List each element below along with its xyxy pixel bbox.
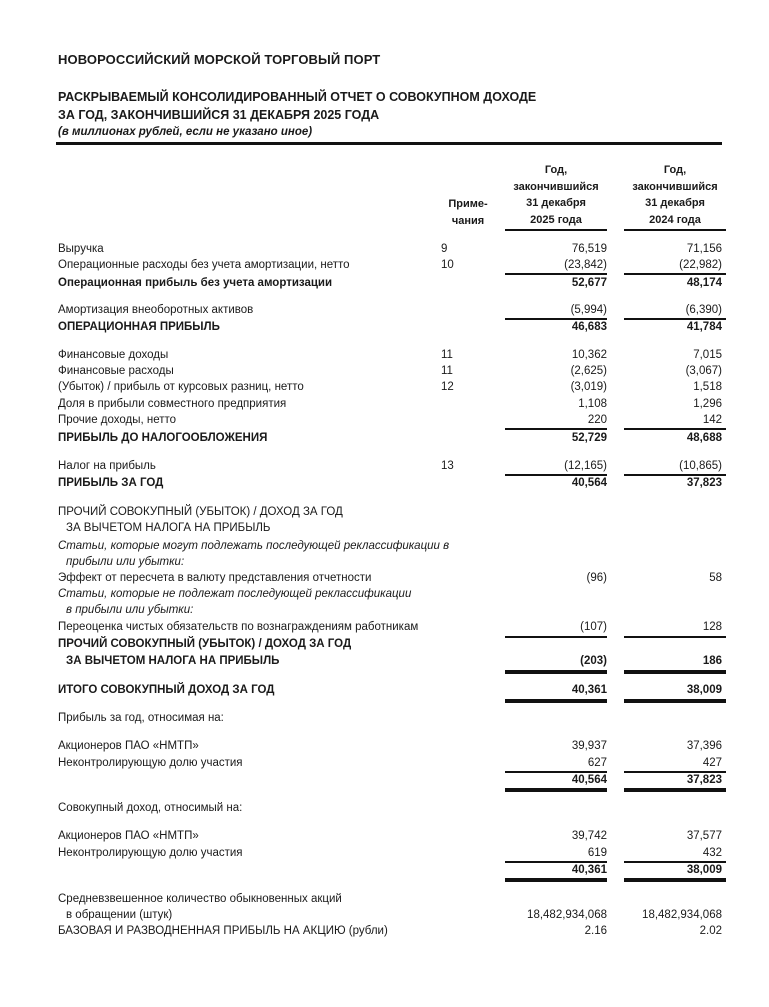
table-row-oibda [58, 275, 722, 291]
value-2024: 48,174 [686, 277, 722, 289]
value-2025: (107) [580, 621, 607, 633]
value-2024: (3,067) [685, 365, 722, 377]
table-row-weighted-shares-heading [58, 891, 722, 907]
row-label: Налог на прибыль [58, 460, 156, 472]
header-underline-2025 [505, 229, 607, 231]
row-note: 11 [441, 349, 453, 361]
table-row-opex [58, 257, 722, 273]
report-title-line1: РАСКРЫВАЕМЫЙ КОНСОЛИДИРОВАННЫЙ ОТЧЕТ О СОВОКУПНОМ ДОХОДЕ [58, 90, 537, 104]
table-row-finance-costs [58, 363, 722, 379]
header-divider [56, 142, 722, 145]
value-2025: 40,361 [571, 864, 607, 876]
value-2025: 39,937 [571, 740, 607, 752]
value-2025: 40,361 [571, 684, 607, 696]
row-label: Прочие доходы, нетто [58, 414, 177, 426]
row-note: 11 [441, 365, 453, 377]
value-2025: 39,742 [571, 830, 607, 842]
value-2024: 37,396 [686, 740, 722, 752]
notes-header-line: чания [451, 214, 485, 227]
value-2025: 40,564 [571, 774, 607, 786]
row-label: ПРИБЫЛЬ ДО НАЛОГООБЛОЖЕНИЯ [58, 432, 268, 444]
total-rule [505, 788, 607, 792]
row-label: Операционные расходы без учета амортизации, нетто [58, 259, 350, 271]
header-underline-2024 [624, 229, 726, 231]
table-row-remeasurement [58, 619, 722, 635]
notes-header-line: Приме- [448, 198, 488, 210]
row-label: ПРОЧИЙ СОВОКУПНЫЙ (УБЫТОК) / ДОХОД ЗА ГОД [58, 506, 343, 518]
row-label: Амортизация внеоборотных активов [58, 304, 254, 316]
col2024-header-line: закончившийся [632, 180, 718, 193]
col2025-header-line: 2025 года [530, 213, 582, 226]
row-label: Доля в прибыли совместного предприятия [58, 398, 287, 410]
row-label: ПРОЧИЙ СОВОКУПНЫЙ (УБЫТОК) / ДОХОД ЗА ГОД [58, 638, 352, 650]
value-2025: 76,519 [571, 243, 607, 255]
table-row-profit-before-tax [58, 430, 722, 446]
value-2024: 37,823 [686, 774, 722, 786]
table-row-translation-effect [58, 570, 722, 586]
row-label: Статьи, которые могут подлежать последующей реклассификации в [58, 540, 450, 552]
row-label: в обращении (штук) [66, 909, 173, 921]
row-label: Акционеров ПАО «НМТП» [58, 830, 199, 842]
value-2025: 40,564 [571, 477, 607, 489]
table-row-reclass-heading [58, 538, 722, 554]
table-row-revenue [58, 241, 722, 257]
table-row-total-comprehensive-income [58, 682, 722, 698]
table-row-finance-income [58, 347, 722, 363]
table-row-ci-attributable-total [58, 862, 722, 878]
value-2024: 7,015 [693, 349, 722, 361]
value-2024: 142 [702, 414, 722, 426]
units-note: (в миллионах рублей, если не указано иное) [58, 126, 313, 138]
row-note: 12 [441, 381, 454, 393]
row-label: ОПЕРАЦИОННАЯ ПРИБЫЛЬ [58, 321, 220, 333]
value-2024: 2.02 [699, 925, 722, 937]
value-2024: 58 [709, 572, 722, 584]
total-rule [624, 670, 726, 674]
row-label: Акционеров ПАО «НМТП» [58, 740, 199, 752]
table-row-other-income [58, 412, 722, 428]
row-note: 9 [441, 243, 448, 255]
row-label: ЗА ВЫЧЕТОМ НАЛОГА НА ПРИБЫЛЬ [66, 522, 271, 534]
table-row-ci-attributable-heading [58, 800, 722, 816]
value-2025: 619 [587, 847, 607, 859]
row-label: прибыли или убытки: [66, 556, 185, 568]
table-row-oci-total-heading [58, 636, 722, 652]
value-2024: 128 [702, 621, 722, 633]
row-label: (Убыток) / прибыль от курсовых разниц, нетто [58, 381, 304, 393]
row-label: Прибыль за год, относимая на: [58, 712, 224, 724]
value-2024: 38,009 [686, 684, 722, 696]
value-2025: (12,165) [564, 460, 607, 472]
row-label: Неконтролирующую долю участия [58, 757, 243, 769]
table-row-profit-for-year [58, 475, 722, 491]
table-row-income-tax [58, 458, 722, 474]
row-label: Эффект от пересчета в валюту представления отчетности [58, 572, 372, 584]
col2025-header-line: закончившийся [513, 180, 599, 193]
row-label: Средневзвешенное количество обыкновенных акций [58, 893, 342, 905]
column-header-2024 [624, 162, 726, 228]
total-rule [505, 878, 607, 882]
company-name: НОВОРОССИЙСКИЙ МОРСКОЙ ТОРГОВЫЙ ПОРТ [58, 52, 381, 67]
table-row-reclass-heading-cont [58, 554, 722, 570]
row-label: ЗА ВЫЧЕТОМ НАЛОГА НА ПРИБЫЛЬ [66, 655, 280, 667]
col2024-header-line: 2024 года [649, 213, 701, 226]
table-row-nonreclass-heading-cont [58, 602, 722, 618]
value-2025: 220 [587, 414, 607, 426]
total-rule [505, 670, 607, 674]
row-note: 13 [441, 460, 454, 472]
row-label: Неконтролирующую долю участия [58, 847, 243, 859]
value-2024: (22,982) [679, 259, 722, 271]
row-label: ПРИБЫЛЬ ЗА ГОД [58, 477, 164, 489]
row-note: 10 [441, 259, 454, 271]
value-2024: 37,823 [686, 477, 722, 489]
row-label: БАЗОВАЯ И РАЗВОДНЕННАЯ ПРИБЫЛЬ НА АКЦИЮ (рубли) [58, 925, 388, 937]
value-2024: 41,784 [686, 321, 722, 333]
col2025-header-line: 31 декабря [526, 197, 586, 209]
value-2024: 427 [702, 757, 722, 769]
value-2025: 627 [587, 757, 607, 769]
table-row-oci-heading-cont [58, 520, 722, 536]
total-rule [505, 699, 607, 703]
col2024-header-line: Год, [663, 164, 687, 176]
table-row-ci-nci [58, 845, 722, 861]
table-row-ci-shareholders [58, 828, 722, 844]
table-row-weighted-shares [58, 907, 722, 923]
value-2025: (2,625) [570, 365, 607, 377]
total-rule [624, 699, 726, 703]
table-row-shareholders [58, 738, 722, 754]
value-2025: (96) [586, 572, 607, 584]
table-row-eps [58, 923, 722, 939]
table-row-nonreclass-heading [58, 586, 722, 602]
table-row-operating-profit [58, 319, 722, 335]
column-header-notes [443, 196, 493, 229]
row-label: Статьи, которые не подлежат последующей реклассификации [58, 588, 412, 600]
col2024-header-line: 31 декабря [645, 197, 705, 209]
table-row-jv-share [58, 396, 722, 412]
value-2025: 52,677 [571, 277, 607, 289]
col2025-header-line: Год, [544, 164, 568, 176]
table-row-fx [58, 379, 722, 395]
row-label: Операционная прибыль без учета амортизации [58, 277, 333, 289]
row-label: Финансовые доходы [58, 349, 169, 361]
table-row-profit-attributable-heading [58, 710, 722, 726]
column-header-2025 [505, 162, 607, 228]
value-2025: 46,683 [571, 321, 607, 333]
value-2024: 18,482,934,068 [642, 909, 722, 921]
table-row-depreciation [58, 302, 722, 318]
value-2025: (5,994) [570, 304, 607, 316]
value-2024: 186 [702, 655, 722, 667]
value-2024: (10,865) [679, 460, 722, 472]
row-label: Совокупный доход, относимый на: [58, 802, 243, 814]
total-rule [624, 788, 726, 792]
value-2024: 432 [702, 847, 722, 859]
value-2024: 1,296 [693, 398, 722, 410]
value-2025: (23,842) [564, 259, 607, 271]
value-2024: 48,688 [686, 432, 722, 444]
value-2025: (203) [580, 655, 607, 667]
row-label: Финансовые расходы [58, 365, 174, 377]
value-2024: 38,009 [686, 864, 722, 876]
value-2024: 37,577 [686, 830, 722, 842]
row-label: Переоценка чистых обязательств по вознаграждениям работникам [58, 621, 419, 633]
row-label: Выручка [58, 243, 104, 255]
table-row-nci [58, 755, 722, 771]
row-label: ИТОГО СОВОКУПНЫЙ ДОХОД ЗА ГОД [58, 684, 275, 696]
value-2024: (6,390) [685, 304, 722, 316]
row-label: в прибыли или убытки: [66, 604, 194, 616]
value-2025: 10,362 [571, 349, 607, 361]
value-2025: (3,019) [570, 381, 607, 393]
table-row-profit-attributable-total [58, 772, 722, 788]
value-2024: 71,156 [686, 243, 722, 255]
value-2024: 1,518 [693, 381, 722, 393]
value-2025: 2.16 [584, 925, 607, 937]
table-row-oci-heading [58, 504, 722, 520]
table-row-oci-total [58, 653, 722, 669]
total-rule [624, 878, 726, 882]
value-2025: 52,729 [571, 432, 607, 444]
value-2025: 18,482,934,068 [527, 909, 607, 921]
value-2025: 1,108 [578, 398, 607, 410]
report-title-line2: ЗА ГОД, ЗАКОНЧИВШИЙСЯ 31 ДЕКАБРЯ 2025 ГОДА [58, 108, 380, 122]
